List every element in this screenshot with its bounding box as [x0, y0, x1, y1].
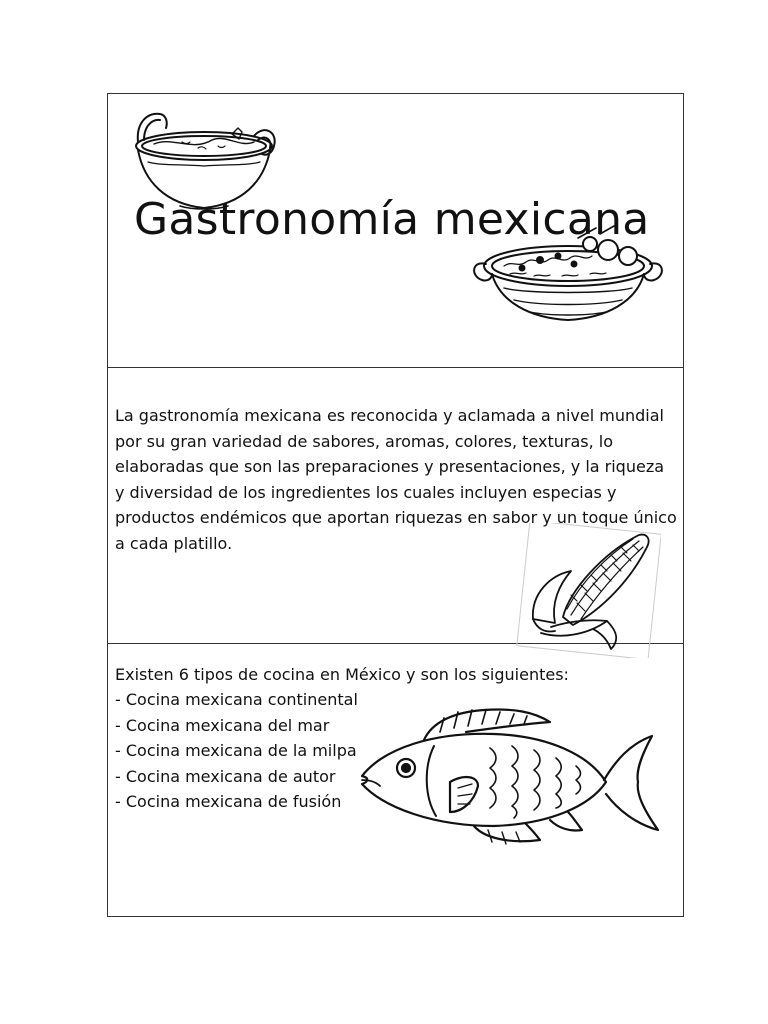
list-item: - Cocina mexicana de la milpa: [115, 741, 357, 761]
list-item: - Cocina mexicana de fusión: [115, 792, 342, 812]
title-cell: [108, 94, 683, 368]
list-item: - Cocina mexicana continental: [115, 690, 358, 709]
list-item: - Cocina mexicana de autor: [115, 766, 336, 786]
description-cell: [108, 368, 683, 644]
document-sheet: [107, 93, 684, 917]
cuisine-types-intro: Existen 6 tipos de cocina en México y son los siguientes:: [115, 665, 569, 684]
fish-illustration: [354, 702, 664, 862]
description-paragraph: La gastronomía mexicana es reconocida y aclamada a nivel mundial por su gran variedad de sabores, aromas, colores, texturas, lo elaboradas que son las preparaciones y presentaciones, y la riqueza y diversidad de los ingredientes los cuales incluyen especias y productos endémicos que aportan riquezas en sabor y un toque único a cada platillo.: [115, 406, 677, 553]
list-item: - Cocina mexicana del mar: [115, 715, 330, 735]
cuisine-types-list: [115, 687, 358, 815]
page-title: Gastronomía mexicana: [134, 194, 650, 245]
cuisine-types-cell: [108, 644, 683, 916]
